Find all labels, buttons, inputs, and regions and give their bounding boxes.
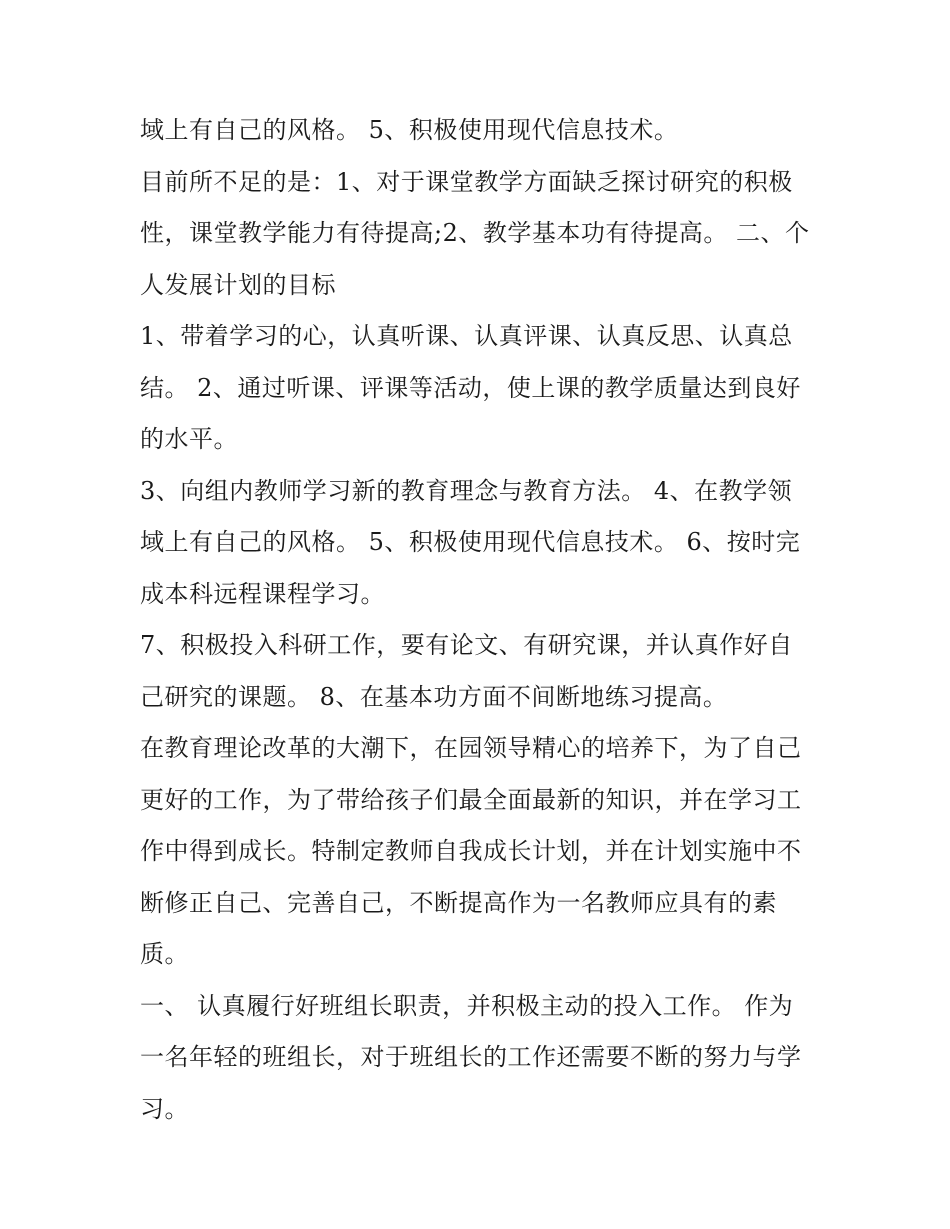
text-line: 1、带着学习的心，认真听课、认真评课、认真反思、认真总 — [140, 322, 793, 350]
text-line: 一名年轻的班组长，对于班组长的工作还需要不断的努力与学 — [140, 1043, 802, 1071]
text-line: 成本科远程课程学习。 — [140, 579, 385, 608]
text-line: 质。 — [140, 940, 189, 968]
text-line: 在教育理论改革的大潮下，在园领导精心的培养下，为了自己 — [140, 734, 802, 762]
text-line: 性，课堂教学能力有待提高;2、教学基本功有待提高。 二、个 — [140, 219, 810, 247]
text-line: 目前所不足的是：1、对于课堂教学方面缺乏探讨研究的积极 — [140, 167, 793, 196]
text-line: 结。 2、通过听课、评课等活动，使上课的教学质量达到良好 — [140, 373, 801, 402]
text-line: 作中得到成长。特制定教师自我成长计划，并在计划实施中不 — [140, 837, 802, 865]
text-line: 的水平。 — [140, 425, 238, 453]
document-body — [140, 105, 820, 1135]
text-line: 3、向组内教师学习新的教育理念与教育方法。 4、在教学领 — [140, 476, 793, 505]
text-line: 7、积极投入科研工作，要有论文、有研究课，并认真作好自 — [140, 631, 793, 659]
text-line: 己研究的课题。 8、在基本功方面不间断地练习提高。 — [140, 682, 728, 711]
text-line: 更好的工作，为了带给孩子们最全面最新的知识，并在学习工 — [140, 785, 802, 814]
text-line: 域上有自己的风格。 5、积极使用现代信息技术。 6、按时完 — [140, 528, 801, 556]
text-line: 习。 — [140, 1094, 189, 1123]
text-line: 人发展计划的目标 — [140, 270, 336, 299]
text-line: 一、 认真履行好班组长职责，并积极主动的投入工作。 作为 — [140, 991, 794, 1020]
text-line: 断修正自己、完善自己，不断提高作为一名教师应具有的素 — [140, 888, 777, 917]
text-line: 域上有自己的风格。 5、积极使用现代信息技术。 — [140, 116, 679, 144]
